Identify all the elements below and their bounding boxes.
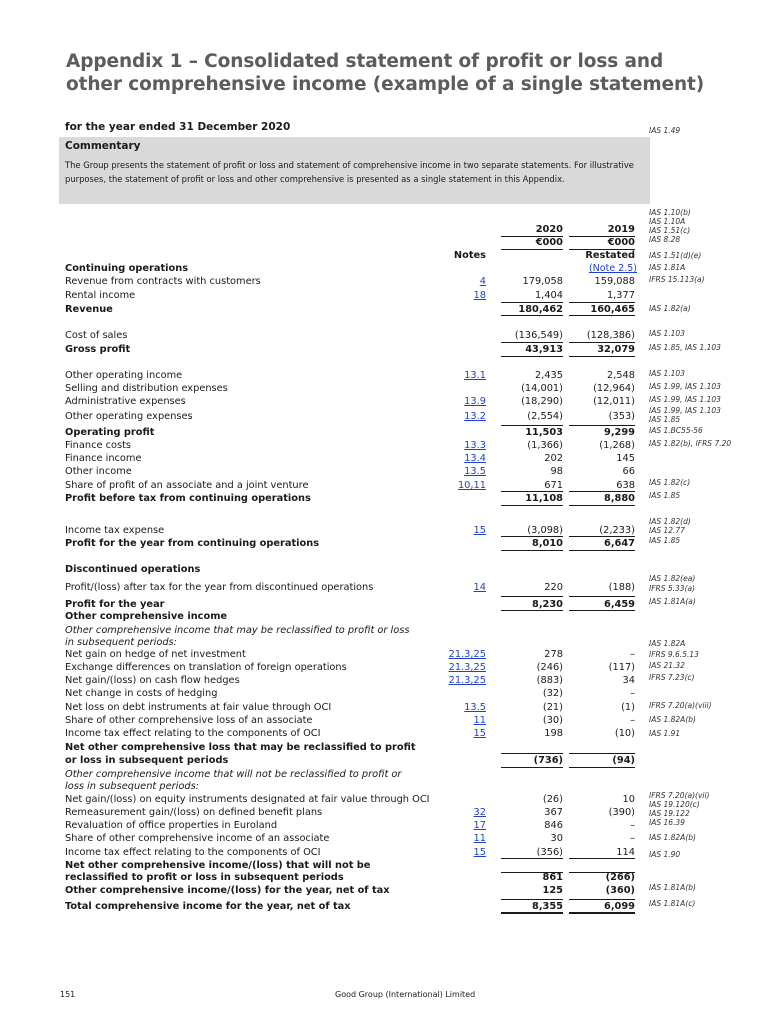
total-rule (569, 610, 635, 611)
row-label: Net change in costs of hedging (65, 688, 218, 699)
row-label: Operating profit (65, 427, 155, 438)
value-2019: 34 (622, 675, 635, 686)
col-2020-header: 2020 (535, 224, 563, 235)
value-2020: 30 (550, 833, 563, 844)
row-label: Other operating expenses (65, 411, 193, 422)
footer-company: Good Group (International) Limited (335, 990, 476, 999)
row-label: Profit for the year (65, 599, 165, 610)
standard-reference: IFRS 5.33(a) (649, 584, 696, 593)
table-row (65, 701, 635, 714)
standard-reference: IFRS 15.113(a) (649, 275, 705, 284)
value-2020: 861 (542, 872, 563, 883)
row-label: in subsequent periods: (65, 637, 177, 648)
value-2020: (356) (536, 847, 563, 858)
table-row (65, 780, 635, 793)
standard-reference: IAS 1.82A(b) (649, 715, 696, 724)
value-2019: 6,459 (604, 599, 635, 610)
value-2019: (117) (608, 662, 635, 673)
total-rule (501, 356, 563, 357)
row-label: Net gain/(loss) on cash flow hedges (65, 675, 240, 686)
table-row (65, 395, 635, 408)
table-row (65, 382, 635, 395)
table-row (65, 661, 635, 674)
value-2020: (14,001) (521, 383, 563, 394)
row-note-link[interactable]: 21.3,25 (448, 662, 486, 673)
standard-reference: IAS 1.49 (649, 126, 681, 135)
value-2019: 6,647 (604, 538, 635, 549)
row-note-link[interactable]: 13.4 (464, 453, 486, 464)
value-2019: (390) (608, 807, 635, 818)
total-rule (569, 505, 635, 506)
row-label: Total comprehensive income for the year, net of tax (65, 901, 351, 912)
value-2020: 179,058 (522, 276, 563, 287)
value-2019: – (630, 649, 635, 660)
value-2020: 8,010 (532, 538, 563, 549)
value-2019: 159,088 (594, 276, 635, 287)
total-rule (569, 302, 635, 303)
total-rule (569, 425, 635, 426)
value-2019: 160,465 (590, 304, 635, 315)
total-rule (569, 491, 635, 492)
table-row (65, 648, 635, 661)
value-2020: 180,462 (518, 304, 563, 315)
value-2020: 202 (544, 453, 563, 464)
total-rule (569, 899, 635, 900)
row-note-link[interactable]: 21.3,25 (448, 675, 486, 686)
table-row (65, 754, 635, 767)
value-2020: 846 (544, 820, 563, 831)
value-2020: 8,230 (532, 599, 563, 610)
page-title (66, 50, 704, 96)
value-2019: 10 (622, 794, 635, 805)
value-2019: 6,099 (604, 901, 635, 912)
row-label: Share of other comprehensive income of an associate (65, 833, 330, 844)
table-row (65, 465, 635, 478)
table-row (65, 687, 635, 700)
total-rule (569, 858, 635, 859)
value-2020: (136,549) (514, 330, 563, 341)
table-row (65, 262, 635, 275)
row-note-link[interactable]: 11 (473, 715, 486, 726)
row-label: Other comprehensive income that will not be reclassified to profit or (65, 769, 402, 780)
row-label: Selling and distribution expenses (65, 383, 228, 394)
standard-reference: IAS 1.103 (649, 369, 685, 378)
row-note-link[interactable]: 15 (473, 847, 486, 858)
total-rule (569, 596, 635, 597)
total-rule (569, 872, 635, 873)
row-label: Remeasurement gain/(loss) on defined benefit plans (65, 807, 323, 818)
value-2020: 8,355 (532, 901, 563, 912)
value-2019: 145 (616, 453, 635, 464)
total-rule (501, 872, 563, 873)
total-rule (501, 858, 563, 859)
row-label: Share of profit of an associate and a joint venture (65, 480, 309, 491)
standard-reference: IFRS 7.20(a)(viii) (649, 701, 712, 710)
row-note-link[interactable]: 11 (473, 833, 486, 844)
row-label: reclassified to profit or loss in subsequent periods (65, 872, 344, 883)
row-label: Other comprehensive income/(loss) for the year, net of tax (65, 885, 390, 896)
standard-reference: IAS 1.99, IAS 1.103 (649, 395, 721, 404)
standard-reference: IAS 1.10A (649, 217, 686, 226)
standard-reference: IAS 1.85 (649, 536, 681, 545)
total-rule (569, 550, 635, 551)
row-label: Finance income (65, 453, 142, 464)
value-2019: (2,233) (599, 525, 635, 536)
col-notes-header: Notes (453, 250, 486, 261)
value-2020: 125 (542, 885, 563, 896)
total-rule (501, 899, 563, 900)
row-label: Share of other comprehensive loss of an associate (65, 715, 313, 726)
row-label: Continuing operations (65, 263, 189, 274)
row-note-link[interactable]: 13.1 (464, 370, 486, 381)
row-note-link[interactable]: 13.5 (464, 466, 486, 477)
total-rule (501, 302, 563, 303)
standard-reference: IAS 1.82(ea) (649, 574, 696, 583)
row-label: Revenue from contracts with customers (65, 276, 261, 287)
row-note-link[interactable]: 32 (473, 807, 486, 818)
row-label: Discontinued operations (65, 564, 201, 575)
standard-reference: IAS 1.82A(b) (649, 833, 696, 842)
total-rule (501, 913, 563, 914)
value-2020: 2,435 (534, 370, 563, 381)
row-label: or loss in subsequent periods (65, 755, 229, 766)
page-number: 151 (60, 990, 76, 999)
value-2019: 2,548 (606, 370, 635, 381)
total-rule (569, 753, 635, 754)
total-rule (569, 315, 635, 316)
title-line-1: Appendix 1 – Consolidated statement of profit or loss and (66, 51, 664, 72)
value-2019: (1) (621, 702, 635, 713)
row-note-link[interactable]: 13.3 (464, 440, 486, 451)
standard-reference: IAS 1.81A(b) (649, 883, 696, 892)
total-rule (501, 753, 563, 754)
standard-reference: IAS 1.85 (649, 415, 681, 424)
table-row (65, 727, 635, 740)
table-row (65, 452, 635, 465)
row-label: Profit before tax from continuing operations (65, 493, 311, 504)
value-2019: (10) (614, 728, 635, 739)
standard-reference: IAS 1.82(c) (649, 478, 691, 487)
value-2020: (30) (542, 715, 563, 726)
total-rule (569, 767, 635, 768)
table-row (65, 439, 635, 452)
title-line-2: other comprehensive income (example of a single statement) (66, 74, 705, 95)
total-rule (501, 550, 563, 551)
table-row (65, 329, 635, 342)
commentary-body: The Group presents the statement of profit or loss and statement of comprehensive income in two separate statements. For illustrative purposes, the statement of profit or loss and other comprehensive is presented as a single statement in this Appendix. (65, 160, 634, 184)
value-2020: 1,404 (534, 290, 563, 301)
value-2020: 98 (550, 466, 563, 477)
standard-reference: IAS 1.82A (649, 639, 686, 648)
standard-reference: IFRS 9.6.5.13 (649, 650, 699, 659)
standard-reference: IAS 1.99, IAS 1.103 (649, 382, 721, 391)
row-note-link[interactable]: 14 (473, 582, 486, 593)
row-note-link[interactable]: 18 (473, 290, 486, 301)
commentary-heading: Commentary (65, 140, 141, 152)
row-label: Revenue (65, 304, 113, 315)
value-2020: (26) (542, 794, 563, 805)
value-2020: 220 (544, 582, 563, 593)
row-label: Net gain on hedge of net investment (65, 649, 246, 660)
value-2019: – (630, 688, 635, 699)
table-row (65, 610, 635, 623)
row-note-link[interactable]: 4 (479, 276, 486, 287)
value-2019: 8,880 (604, 493, 635, 504)
standard-reference: IAS 12.77 (649, 526, 685, 535)
value-2020: (883) (536, 675, 563, 686)
value-2019: – (630, 833, 635, 844)
row-label: Other income (65, 466, 132, 477)
standard-reference: IAS 1.82(b), IFRS 7.20 (649, 439, 732, 448)
value-2020: 11,503 (525, 427, 563, 438)
row-label: Profit/(loss) after tax for the year from discontinued operations (65, 582, 374, 593)
table-row (65, 426, 635, 439)
table-row (65, 369, 635, 382)
table-row (65, 714, 635, 727)
value-2020: 367 (544, 807, 563, 818)
total-rule (501, 536, 563, 537)
total-rule (501, 491, 563, 492)
total-rule (501, 596, 563, 597)
standard-reference: IAS 1.BC55-56 (649, 426, 703, 435)
value-2019: (12,964) (593, 383, 635, 394)
standard-reference: IAS 19.120(c) (649, 800, 700, 809)
row-note-link[interactable]: 13.2 (464, 411, 486, 422)
table-row (65, 289, 635, 302)
table-row (65, 492, 635, 505)
standard-reference: IAS 1.85, IAS 1.103 (649, 343, 721, 352)
total-rule (569, 342, 635, 343)
total-rule (501, 425, 563, 426)
standard-reference: IAS 1.10(b) (649, 208, 691, 217)
col-2019-restated: Restated (585, 250, 635, 261)
row-label: Income tax effect relating to the components of OCI (65, 847, 321, 858)
table-row (65, 819, 635, 832)
value-2019: 66 (622, 466, 635, 477)
row-note-link[interactable]: 10,11 (457, 480, 486, 491)
value-2020: 671 (544, 480, 563, 491)
value-2020: (2,554) (527, 411, 563, 422)
value-2020: 43,913 (525, 344, 563, 355)
table-row (65, 806, 635, 819)
restated-note-link[interactable]: (Note 2.5) (588, 263, 637, 274)
standard-reference: IAS 1.81A (649, 263, 686, 272)
total-rule (501, 505, 563, 506)
standard-reference: IAS 1.81A(a) (649, 597, 696, 606)
standard-reference: IAS 1.90 (649, 850, 681, 859)
standard-reference: IAS 1.51(d)(e) (649, 251, 702, 260)
table-row (65, 343, 635, 356)
total-rule (569, 913, 635, 914)
row-label: Other comprehensive income (65, 611, 228, 622)
table-row (65, 884, 635, 897)
row-note-link[interactable]: 15 (473, 728, 486, 739)
value-2020: (18,290) (521, 396, 563, 407)
value-2019: – (630, 715, 635, 726)
row-label: Other operating income (65, 370, 183, 381)
value-2020: 278 (544, 649, 563, 660)
row-note-link[interactable]: 21.3,25 (448, 649, 486, 660)
standard-reference: IAS 19.122 (649, 809, 690, 818)
row-label: loss in subsequent periods: (65, 781, 199, 792)
row-label: Income tax expense (65, 525, 165, 536)
value-2019: (1,268) (599, 440, 635, 451)
row-label: Cost of sales (65, 330, 128, 341)
table-row (65, 537, 635, 550)
value-2019: (188) (608, 582, 635, 593)
standard-reference: IAS 1.85 (649, 491, 681, 500)
statement-period: for the year ended 31 December 2020 (65, 121, 291, 133)
table-row (65, 410, 635, 423)
col-2019-unit: €000 (607, 237, 635, 248)
standard-reference: IAS 1.103 (649, 329, 685, 338)
table-row (65, 581, 635, 594)
row-label: Exchange differences on translation of foreign operations (65, 662, 347, 673)
col-2019-header: 2019 (607, 224, 635, 235)
table-row (65, 275, 635, 288)
row-note-link[interactable]: 15 (473, 525, 486, 536)
total-rule (501, 610, 563, 611)
row-label: Finance costs (65, 440, 132, 451)
value-2020: (1,366) (527, 440, 563, 451)
row-label: Net other comprehensive loss that may be reclassified to profit (65, 742, 416, 753)
standard-reference: IAS 1.51(c) (649, 226, 691, 235)
value-2019: (360) (605, 885, 635, 896)
row-label: Revaluation of office properties in Euroland (65, 820, 278, 831)
total-rule (501, 315, 563, 316)
table-row (65, 563, 635, 576)
value-2019: – (630, 820, 635, 831)
value-2020: (32) (542, 688, 563, 699)
standard-reference: IAS 1.82(d) (649, 517, 691, 526)
value-2019: (94) (612, 755, 635, 766)
table-row (65, 674, 635, 687)
total-rule (569, 536, 635, 537)
standard-reference: IAS 21.32 (649, 661, 685, 670)
row-label: Net gain/(loss) on equity instruments designated at fair value through OCI (65, 794, 430, 805)
value-2020: (246) (536, 662, 563, 673)
value-2020: 198 (544, 728, 563, 739)
standard-reference: IFRS 7.20(a)(vii) (649, 791, 710, 800)
value-2019: 1,377 (606, 290, 635, 301)
row-label: Rental income (65, 290, 136, 301)
value-2019: (128,386) (586, 330, 635, 341)
total-rule (501, 342, 563, 343)
row-label: Income tax effect relating to the components of OCI (65, 728, 321, 739)
row-label: Gross profit (65, 344, 131, 355)
standard-reference: IAS 1.99, IAS 1.103 (649, 406, 721, 415)
total-rule (569, 356, 635, 357)
row-note-link[interactable]: 17 (473, 820, 486, 831)
row-note-link[interactable]: 13.5 (464, 702, 486, 713)
row-label: Profit for the year from continuing operations (65, 538, 320, 549)
value-2020: (21) (542, 702, 563, 713)
row-label: Net loss on debt instruments at fair value through OCI (65, 702, 332, 713)
standard-reference: IAS 1.81A(c) (649, 899, 696, 908)
standard-reference: IAS 1.91 (649, 729, 681, 738)
value-2019: (266) (605, 872, 635, 883)
value-2019: (12,011) (593, 396, 635, 407)
row-label: Administrative expenses (65, 396, 186, 407)
value-2019: 32,079 (597, 344, 635, 355)
value-2020: 11,108 (525, 493, 563, 504)
col-2020-unit: €000 (535, 237, 563, 248)
row-note-link[interactable]: 13.9 (464, 396, 486, 407)
standard-reference: IAS 1.82(a) (649, 304, 691, 313)
row-label: Other comprehensive income that may be reclassified to profit or loss (65, 625, 410, 636)
value-2019: (353) (608, 411, 635, 422)
unit-rule-2020 (501, 249, 563, 250)
value-2019: 114 (616, 847, 635, 858)
value-2019: 638 (616, 480, 635, 491)
table-row (65, 793, 635, 806)
table-row (65, 832, 635, 845)
row-label: Net other comprehensive income/(loss) that will not be (65, 860, 371, 871)
total-rule (501, 767, 563, 768)
value-2020: (3,098) (527, 525, 563, 536)
value-2020: (736) (533, 755, 563, 766)
standard-reference: IAS 8.28 (649, 235, 681, 244)
standard-reference: IAS 16.39 (649, 818, 685, 827)
value-2019: 9,299 (604, 427, 635, 438)
standard-reference: IFRS 7.23(c) (649, 673, 695, 682)
